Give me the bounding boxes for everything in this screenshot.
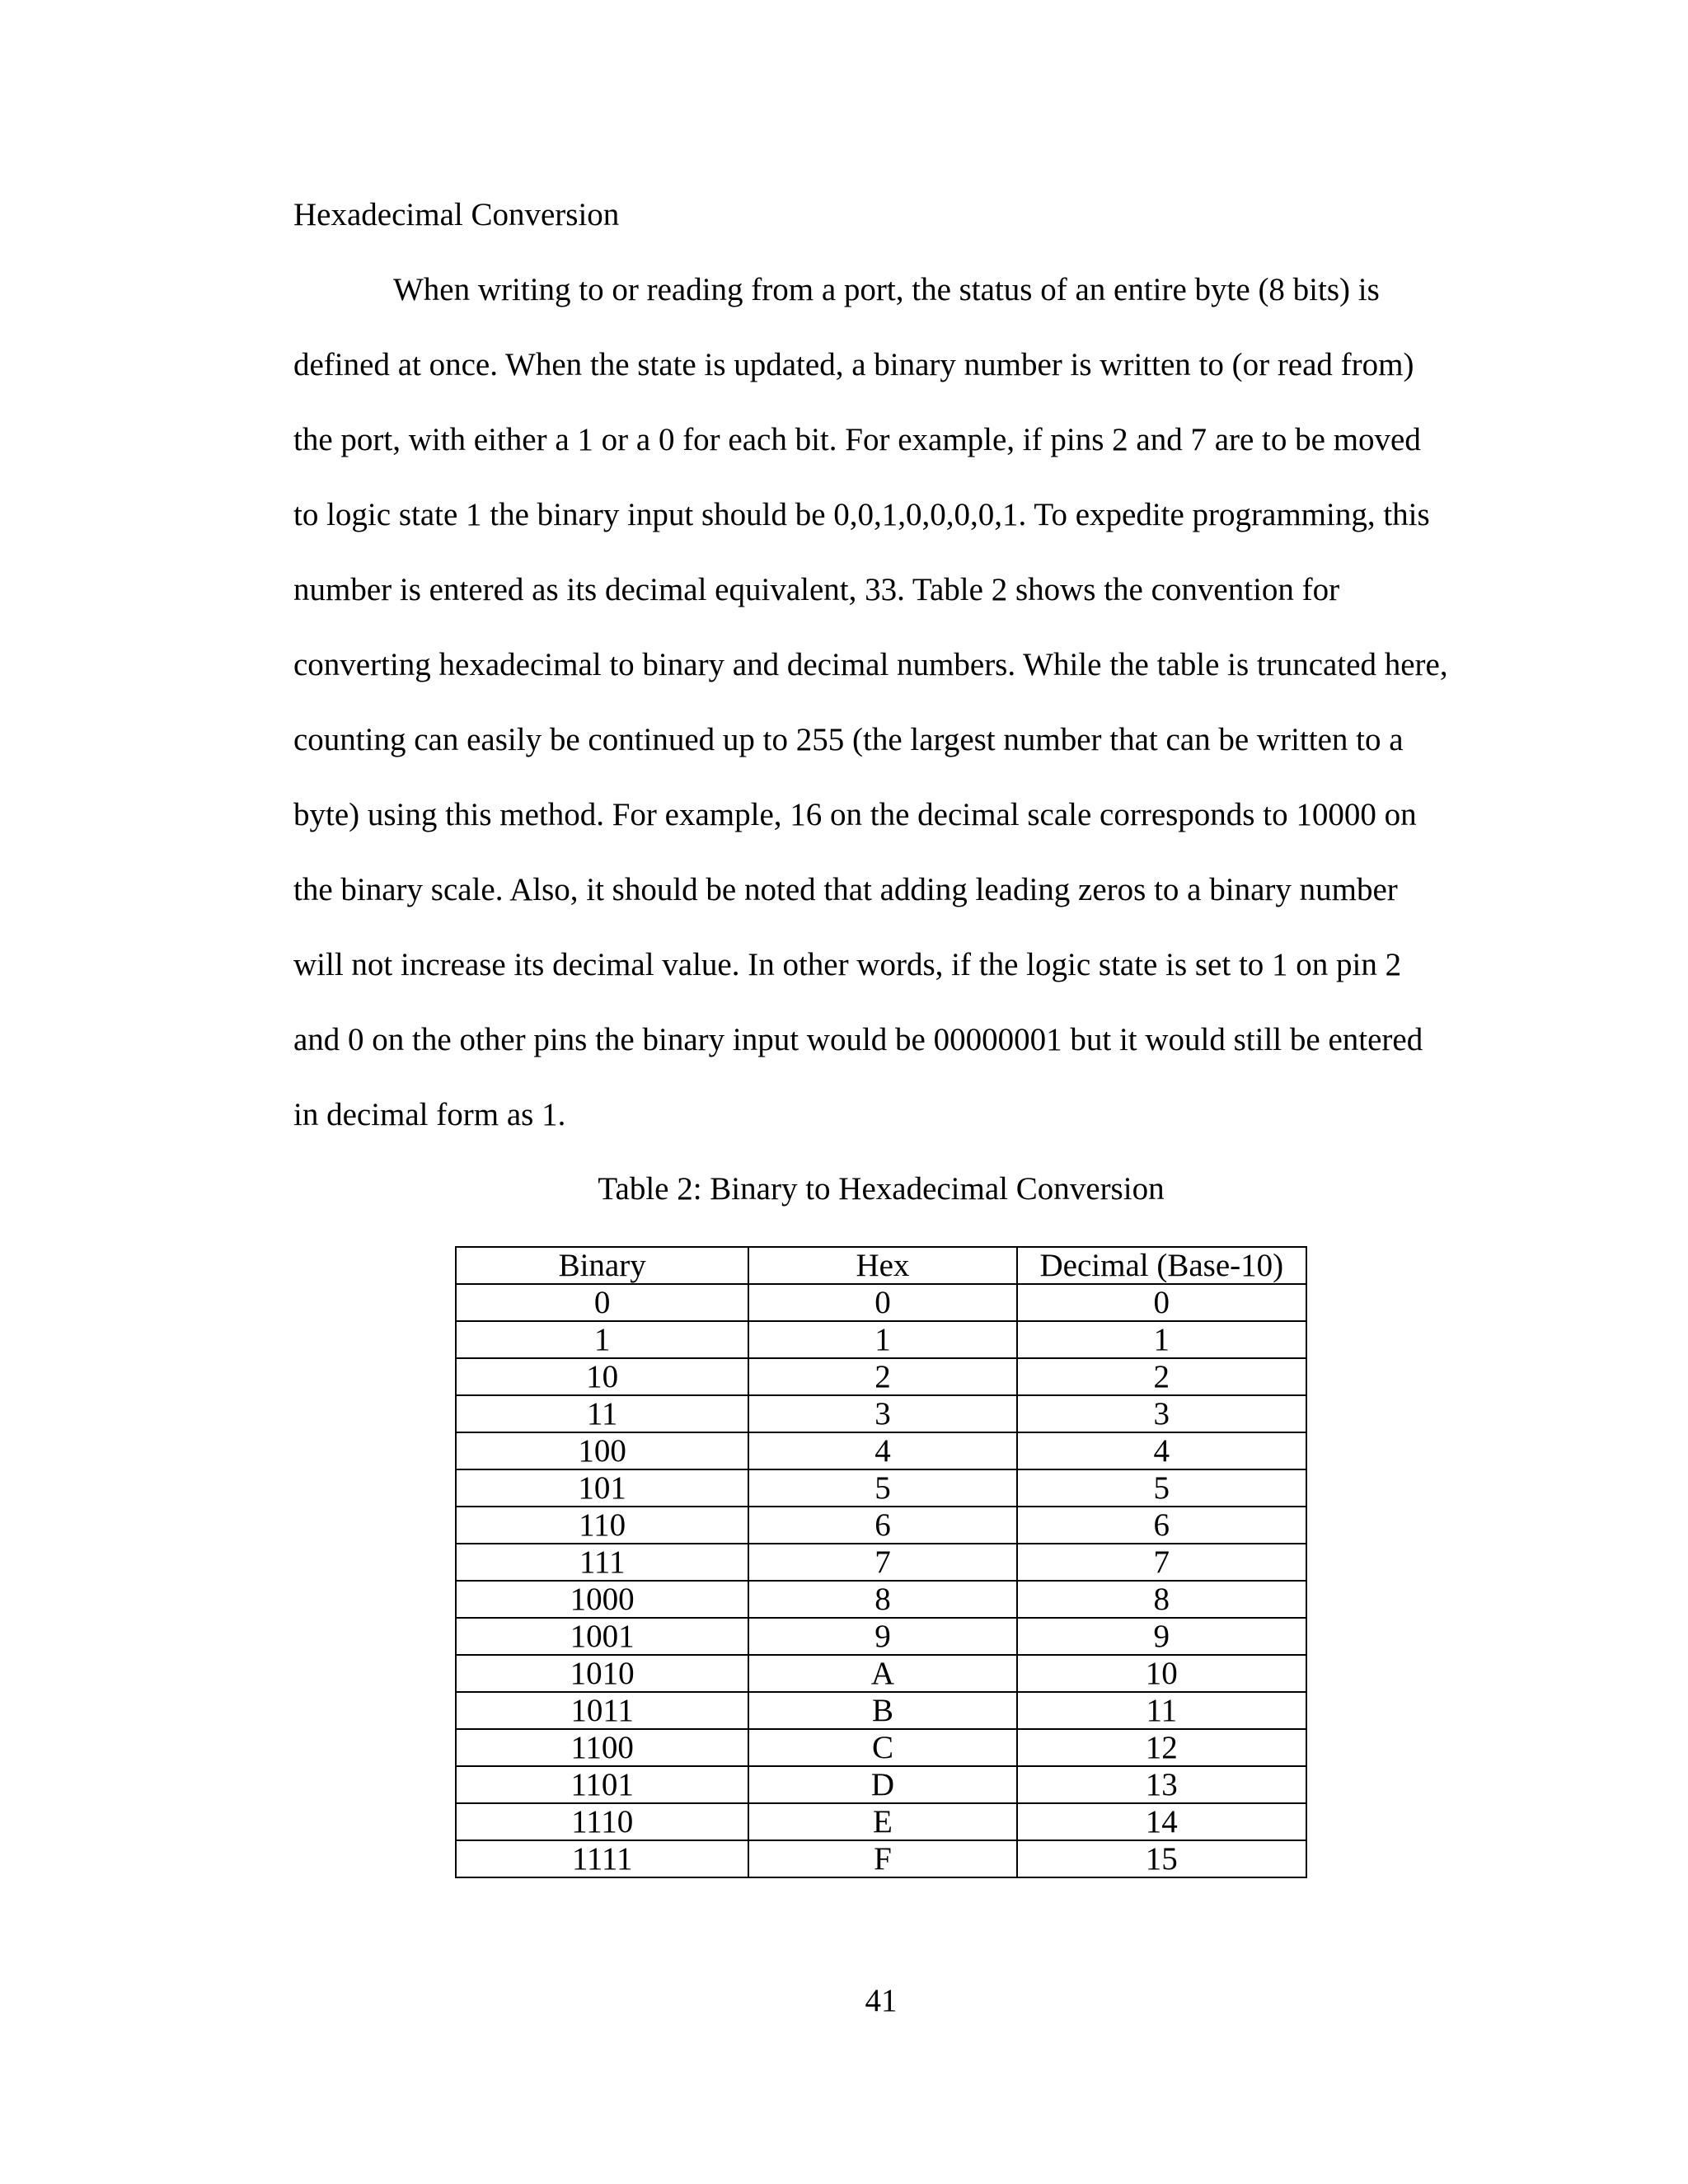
cell-hex: 7 xyxy=(748,1544,1016,1581)
cell-hex: 4 xyxy=(748,1432,1016,1469)
cell-decimal: 12 xyxy=(1017,1729,1306,1766)
cell-decimal: 10 xyxy=(1017,1655,1306,1692)
cell-hex: B xyxy=(748,1692,1016,1729)
paragraph-line: in decimal form as 1. xyxy=(293,1097,566,1132)
cell-binary: 1100 xyxy=(456,1729,748,1766)
cell-binary: 1 xyxy=(456,1321,748,1358)
cell-decimal: 2 xyxy=(1017,1358,1306,1395)
cell-hex: 2 xyxy=(748,1358,1016,1395)
cell-hex: 8 xyxy=(748,1581,1016,1618)
cell-binary: 11 xyxy=(456,1395,748,1432)
paragraph-line: and 0 on the other pins the binary input would be 00000001 but it would still be entered xyxy=(293,1022,1423,1057)
cell-binary: 1010 xyxy=(456,1655,748,1692)
cell-binary: 111 xyxy=(456,1544,748,1581)
cell-decimal: 13 xyxy=(1017,1766,1306,1803)
cell-hex: C xyxy=(748,1729,1016,1766)
paragraph-line: number is entered as its decimal equivalent, 33. Table 2 shows the convention for xyxy=(293,572,1340,607)
cell-binary: 0 xyxy=(456,1284,748,1321)
cell-decimal: 0 xyxy=(1017,1284,1306,1321)
paragraph-line: the port, with either a 1 or a 0 for each bit. For example, if pins 2 and 7 are to be moved xyxy=(293,422,1421,457)
cell-hex: E xyxy=(748,1803,1016,1840)
cell-decimal: 3 xyxy=(1017,1395,1306,1432)
paragraph-line: When writing to or reading from a port, the status of an entire byte (8 bits) is xyxy=(393,272,1380,307)
table-row xyxy=(456,1284,1306,1321)
cell-binary: 110 xyxy=(456,1507,748,1544)
table-row xyxy=(456,1321,1306,1358)
table-row xyxy=(456,1469,1306,1507)
cell-hex: 1 xyxy=(748,1321,1016,1358)
table-row xyxy=(456,1432,1306,1469)
table-caption: Table 2: Binary to Hexadecimal Conversion xyxy=(598,1171,1165,1207)
table-row xyxy=(456,1395,1306,1432)
cell-decimal: 8 xyxy=(1017,1581,1306,1618)
table-row xyxy=(456,1507,1306,1544)
table-row xyxy=(456,1581,1306,1618)
table-row xyxy=(456,1655,1306,1692)
paragraph-line: the binary scale. Also, it should be noted that adding leading zeros to a binary number xyxy=(293,872,1398,907)
cell-binary: 101 xyxy=(456,1469,748,1507)
table-header-row xyxy=(456,1247,1306,1284)
table-row xyxy=(456,1358,1306,1395)
cell-decimal: 11 xyxy=(1017,1692,1306,1729)
cell-hex: F xyxy=(748,1840,1016,1877)
paragraph-line: converting hexadecimal to binary and decimal numbers. While the table is truncated here, xyxy=(293,647,1448,682)
cell-decimal: 14 xyxy=(1017,1803,1306,1840)
page-number: 41 xyxy=(865,1983,898,2018)
cell-decimal: 7 xyxy=(1017,1544,1306,1581)
cell-binary: 1000 xyxy=(456,1581,748,1618)
cell-hex: 0 xyxy=(748,1284,1016,1321)
paragraph-line: counting can easily be continued up to 255 (the largest number that can be written to a xyxy=(293,722,1404,757)
table-row xyxy=(456,1766,1306,1803)
cell-decimal: 4 xyxy=(1017,1432,1306,1469)
paragraph-line: will not increase its decimal value. In other words, if the logic state is set to 1 on pin 2 xyxy=(293,947,1402,982)
cell-binary: 1001 xyxy=(456,1618,748,1655)
cell-binary: 1011 xyxy=(456,1692,748,1729)
cell-binary: 10 xyxy=(456,1358,748,1395)
cell-hex: 3 xyxy=(748,1395,1016,1432)
cell-hex: 5 xyxy=(748,1469,1016,1507)
cell-hex: D xyxy=(748,1766,1016,1803)
paragraph-line: byte) using this method. For example, 16 on the decimal scale corresponds to 10000 on xyxy=(293,797,1417,832)
header-hex: Hex xyxy=(748,1247,1016,1284)
table-row xyxy=(456,1618,1306,1655)
table-row xyxy=(456,1692,1306,1729)
table-row xyxy=(456,1803,1306,1840)
table-row xyxy=(456,1729,1306,1766)
cell-binary: 1110 xyxy=(456,1803,748,1840)
paragraph-line: to logic state 1 the binary input should be 0,0,1,0,0,0,0,1. To expedite programming, this xyxy=(293,497,1430,532)
table-row xyxy=(456,1544,1306,1581)
table-row xyxy=(456,1840,1306,1877)
cell-hex: 9 xyxy=(748,1618,1016,1655)
header-decimal: Decimal (Base-10) xyxy=(1017,1247,1306,1284)
cell-decimal: 1 xyxy=(1017,1321,1306,1358)
cell-hex: A xyxy=(748,1655,1016,1692)
cell-decimal: 6 xyxy=(1017,1507,1306,1544)
cell-binary: 1111 xyxy=(456,1840,748,1877)
section-heading: Hexadecimal Conversion xyxy=(293,197,620,232)
cell-decimal: 5 xyxy=(1017,1469,1306,1507)
cell-hex: 6 xyxy=(748,1507,1016,1544)
cell-decimal: 9 xyxy=(1017,1618,1306,1655)
conversion-table xyxy=(455,1246,1307,1878)
cell-binary: 100 xyxy=(456,1432,748,1469)
cell-decimal: 15 xyxy=(1017,1840,1306,1877)
paragraph-line: defined at once. When the state is updated, a binary number is written to (or read from) xyxy=(293,347,1414,382)
cell-binary: 1101 xyxy=(456,1766,748,1803)
header-binary: Binary xyxy=(456,1247,748,1284)
